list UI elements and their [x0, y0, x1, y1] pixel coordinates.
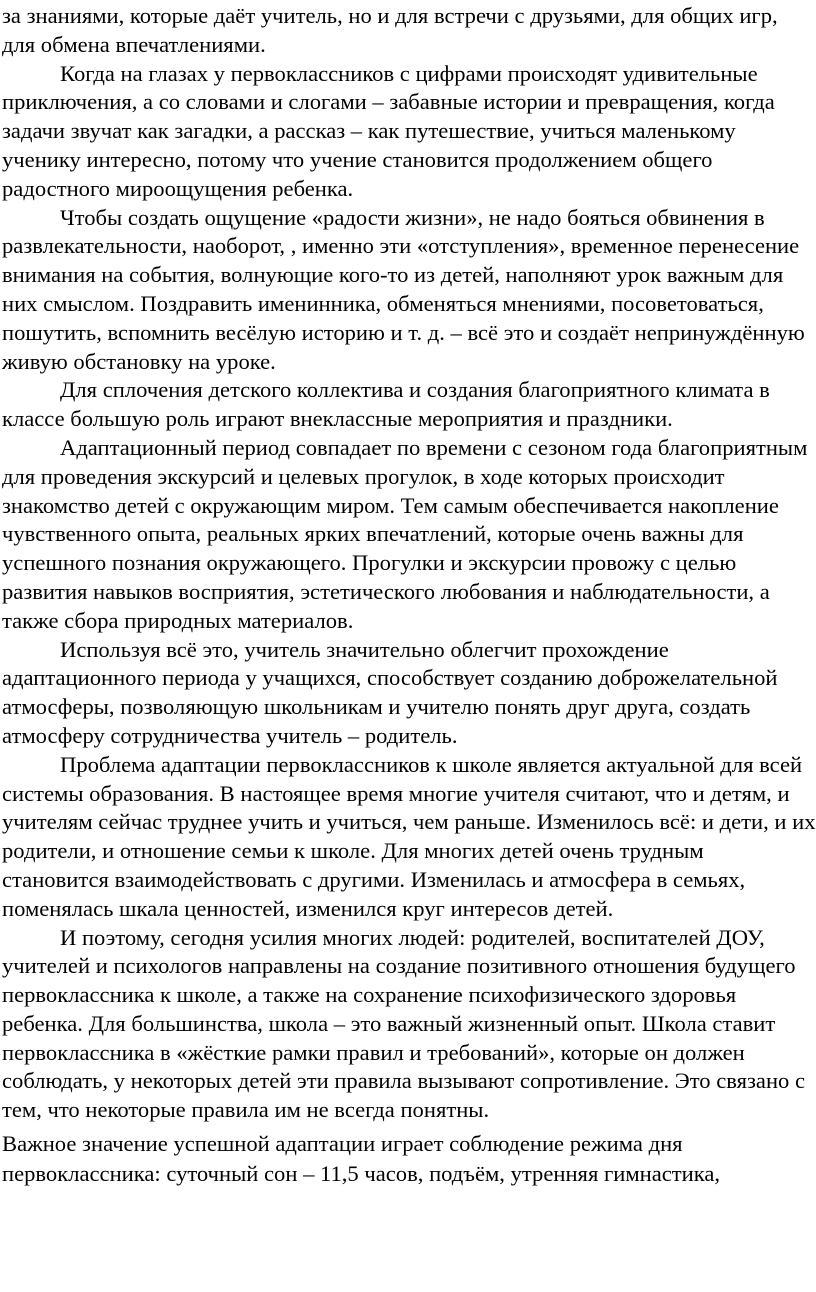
paragraph-1: за знаниями, которые даёт учитель, но и для встречи с друзьями, для общих игр, для обмена впечатлениями.	[2, 3, 778, 57]
paragraph-2: Когда на глазах у первоклассников с цифрами происходят удивительные приключения, а со словами и слогами – забавные истории и превращения, когда задачи звучат как загадки, а рассказ – как путешествие, учиться маленькому ученику интересно, потому что учение становится продолжением общего радостного мироощущения ребенка.	[2, 60, 775, 201]
paragraph-9: Важное значение успешной адаптации играет соблюдение режима дня первоклассника: суточный сон – 11,5 часов, подъём, утренняя гимнастика,	[2, 1131, 721, 1187]
paragraph-6: Используя всё это, учитель значительно облегчит прохождение адаптационного периода у учащихся, способствует созданию доброжелательной атмосферы, позволяющую школьникам и учителю понять друг друга, создать атмосферу сотрудничества учитель – родитель.	[2, 636, 778, 748]
paragraph-3: Чтобы создать ощущение «радости жизни», не надо бояться обвинения в развлекательности, наоборот, , именно эти «отступления», временное перенесение внимания на события, волнующие кого-то из детей, наполняют урок важным для них смыслом. Поздравить именинника, обменяться мнениями, посоветоваться, пошутить, вспомнить весёлую историю и т. д. – всё это и создаёт непринуждённую живую обстановку на уроке.	[2, 204, 805, 374]
paragraph-4: Для сплочения детского коллектива и создания благоприятного климата в классе большую роль играют внеклассные мероприятия и праздники.	[2, 377, 770, 432]
paragraph-8: И поэтому, сегодня усилия многих людей: родителей, воспитателей ДОУ, учителей и психологов направлены на создание позитивного отношения будущего первоклассника к школе, а также на сохранение психофизического здоровья ребенка. Для большинства, школа – это важный жизненный опыт. Школа ставит первоклассника в «жёсткие рамки правил и требований», которые он должен соблюдать, у некоторых детей эти правила вызывают сопротивление. Это связано с тем, что некоторые правила им не всегда понятны.	[2, 924, 806, 1123]
paragraph-7: Проблема адаптации первоклассников к школе является актуальной для всей системы образования. В настоящее время многие учителя считают, что и детям, и учителям сейчас труднее учить и учиться, чем раньше. Изменилось всё: и дети, и их родители, и отношение семьи к школе. Для многих детей очень трудным становится взаимодействовать с другими. Изменилась и атмосфера в семьях, поменялась шкала ценностей, изменился круг интересов детей.	[2, 751, 816, 921]
paragraph-5: Адаптационный период совпадает по времени с сезоном года благоприятным для проведения экскурсий и целевых прогулок, в ходе которых происходит знакомство детей с окружающим миром. Тем самым обеспечивается накопление чувственного опыта, реальных ярких впечатлений, которые очень важны для успешного познания окружающего. Прогулки и экскурсии провожу с целью развития навыков восприятия, эстетического любования и наблюдательности, а также сбора природных материалов.	[2, 434, 808, 633]
